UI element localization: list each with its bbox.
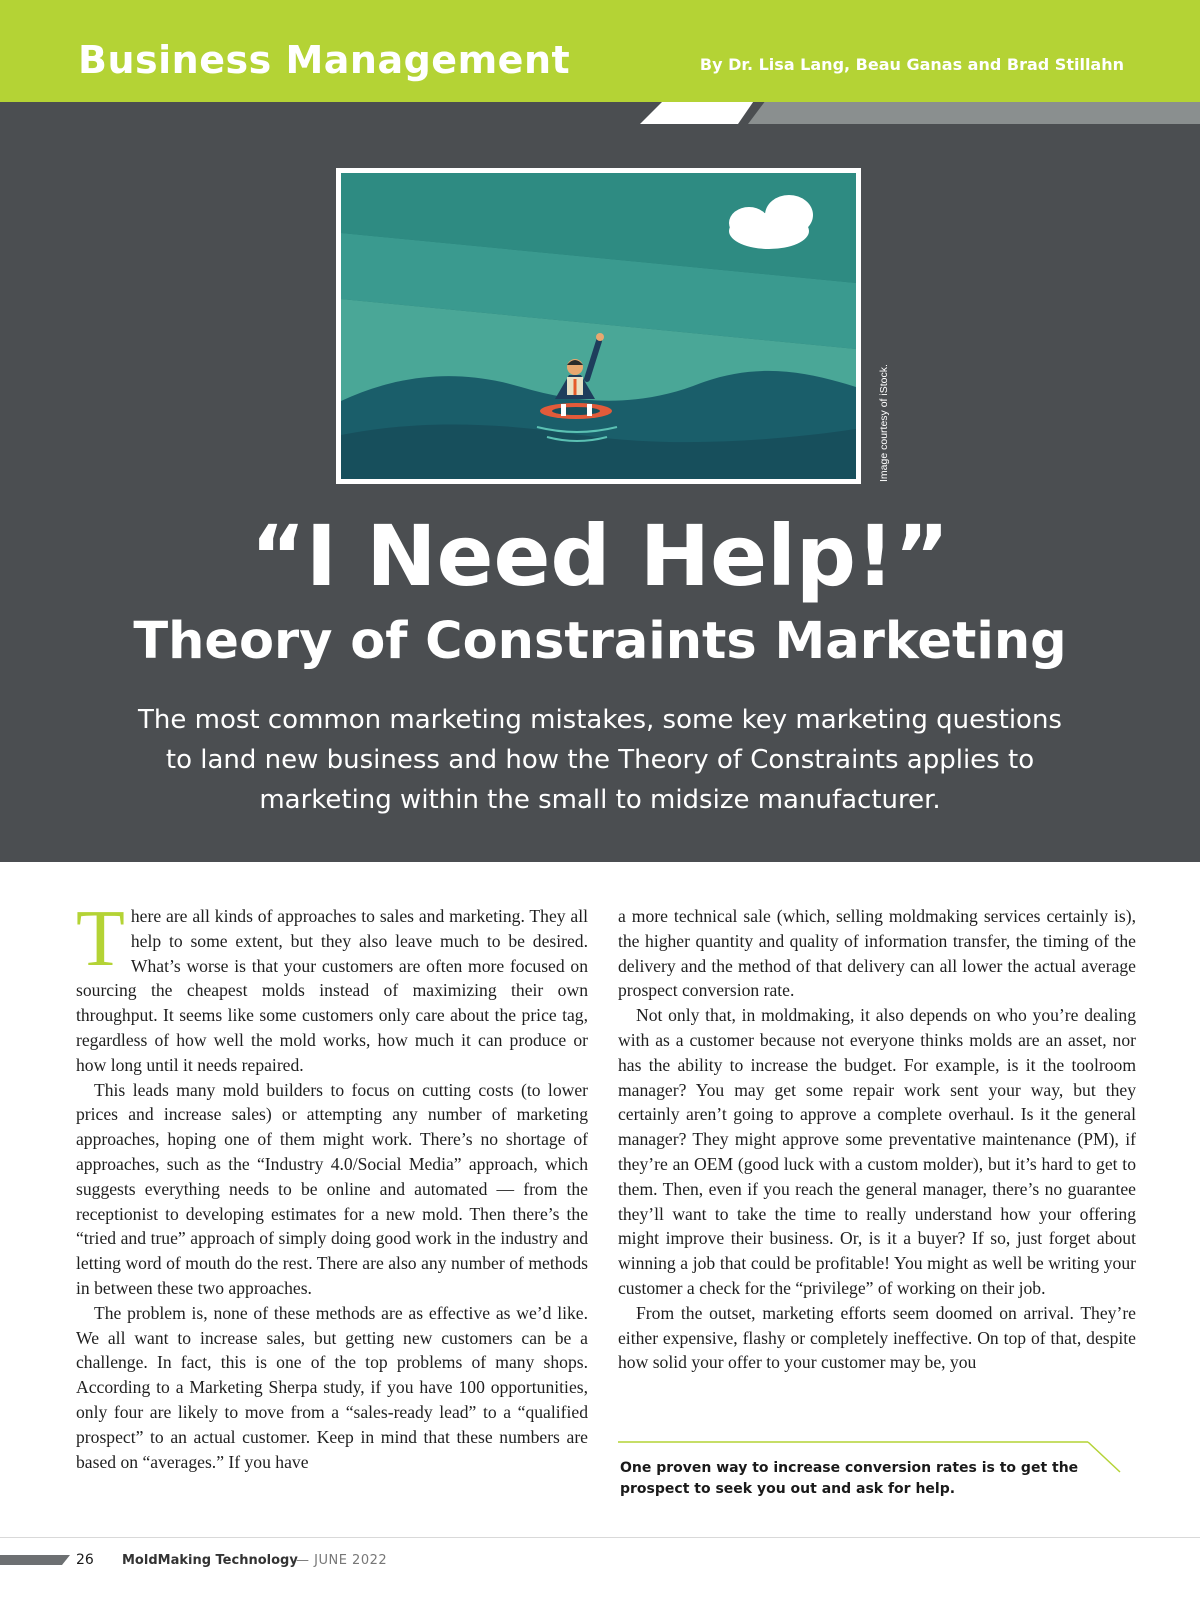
footer-accent-bar [0,1553,70,1565]
page-number: 26 [76,1552,94,1568]
body-column-right [618,904,1136,1375]
paragraph [76,895,588,1078]
body-column-left [76,895,588,1474]
paragraph: Not only that, in moldmaking, it also depends on who you’re dealing with as a customer because not everyone thinks molds are an asset, nor has the ability to increase the budget. For example, is it the toolroom manager? You may get some repair work sent your way, but they certainly aren’t going to approve a complete overhaul. Is it the general manager? They might approve some preventative maintenance (PM), if they’re an OEM (good luck with a custom molder), but it’s hard to get to them. Then, even if you reach the general manager, there’s no guarantee they’ll want to take the time to really understand how your offering might improve their business. Or, is it a buyer? If so, just forget about winning a job that could be profitable! You might as well be writing your customer a check for the “privilege” of working on their job. [618,1005,1136,1298]
footer-divider [0,1537,1200,1538]
decorative-stripes [0,102,1200,128]
paragraph: The problem is, none of these methods are as effective as we’d like. We all want to increase sales, but getting new customers can be a challenge. In fact, this is one of the top problems of many shops. According to a Marketing Sherpa study, if you have 100 opportunities, only four are likely to move from a “sales-ready lead” to a “qualified prospect” to an actual customer. Keep in mind that these numbers are based on “averages.” If you have [76,1302,588,1472]
article-headline: “I Need Help!” [250,507,950,605]
issue-date: — JUNE 2022 [296,1553,388,1568]
pull-quote: One proven way to increase conversion rates is to get the prospect to seek you out and ask for help. [620,1460,1079,1497]
article-subhead: Theory of Constraints Marketing [133,612,1067,671]
paragraph: From the outset, marketing efforts seem doomed on arrival. They’re either expensive, flashy or completely ineffective. On top of that, despite how solid your offer to your customer may be, you [618,1302,1136,1373]
paragraph: a more technical sale (which, selling moldmaking services certainly is), the higher quantity and quality of information transfer, the timing of the delivery and the method of that delivery can all lower the actual average prospect conversion rate. [618,906,1136,1001]
article-illustration [336,168,861,484]
image-credit: Image courtesy of iStock. [878,364,890,482]
publication-name: MoldMaking Technology [122,1553,298,1568]
article-dek: The most common marketing mistakes, some key marketing questions to land new business and how the Theory of Constraints applies to marketing within the small to midsize manufacturer. [138,705,1062,815]
byline: By Dr. Lisa Lang, Beau Ganas and Brad Stillahn [699,55,1124,74]
paragraph-text: here are all kinds of approaches to sales and marketing. They all help to some extent, but they also leave much to be desired. What’s worse is that your customers are often more focused on sourcing the cheapest molds instead of maximizing their own throughput. It seems like some customers only care about the price tag, regardless of how well the mold works, how much it can produce or how long until it needs repaired. [76,906,588,1075]
paragraph: This leads many mold builders to focus on cutting costs (to lower prices and increase sales) or attempting any number of marketing approaches, hoping one of them might work. There’s no shortage of approaches, such as the “Industry 4.0/Social Media” approach, which suggests everything needs to be online and automated — from the receptionist to developing estimates for a new mold. Then there’s the “tried and true” approach of simply doing good work in the industry and letting word of mouth do the rest. There are also any number of methods in between these two approaches. [76,1079,588,1298]
section-title: Business Management [78,38,571,82]
hero-panel [0,102,1200,862]
drop-cap: T [76,895,125,983]
